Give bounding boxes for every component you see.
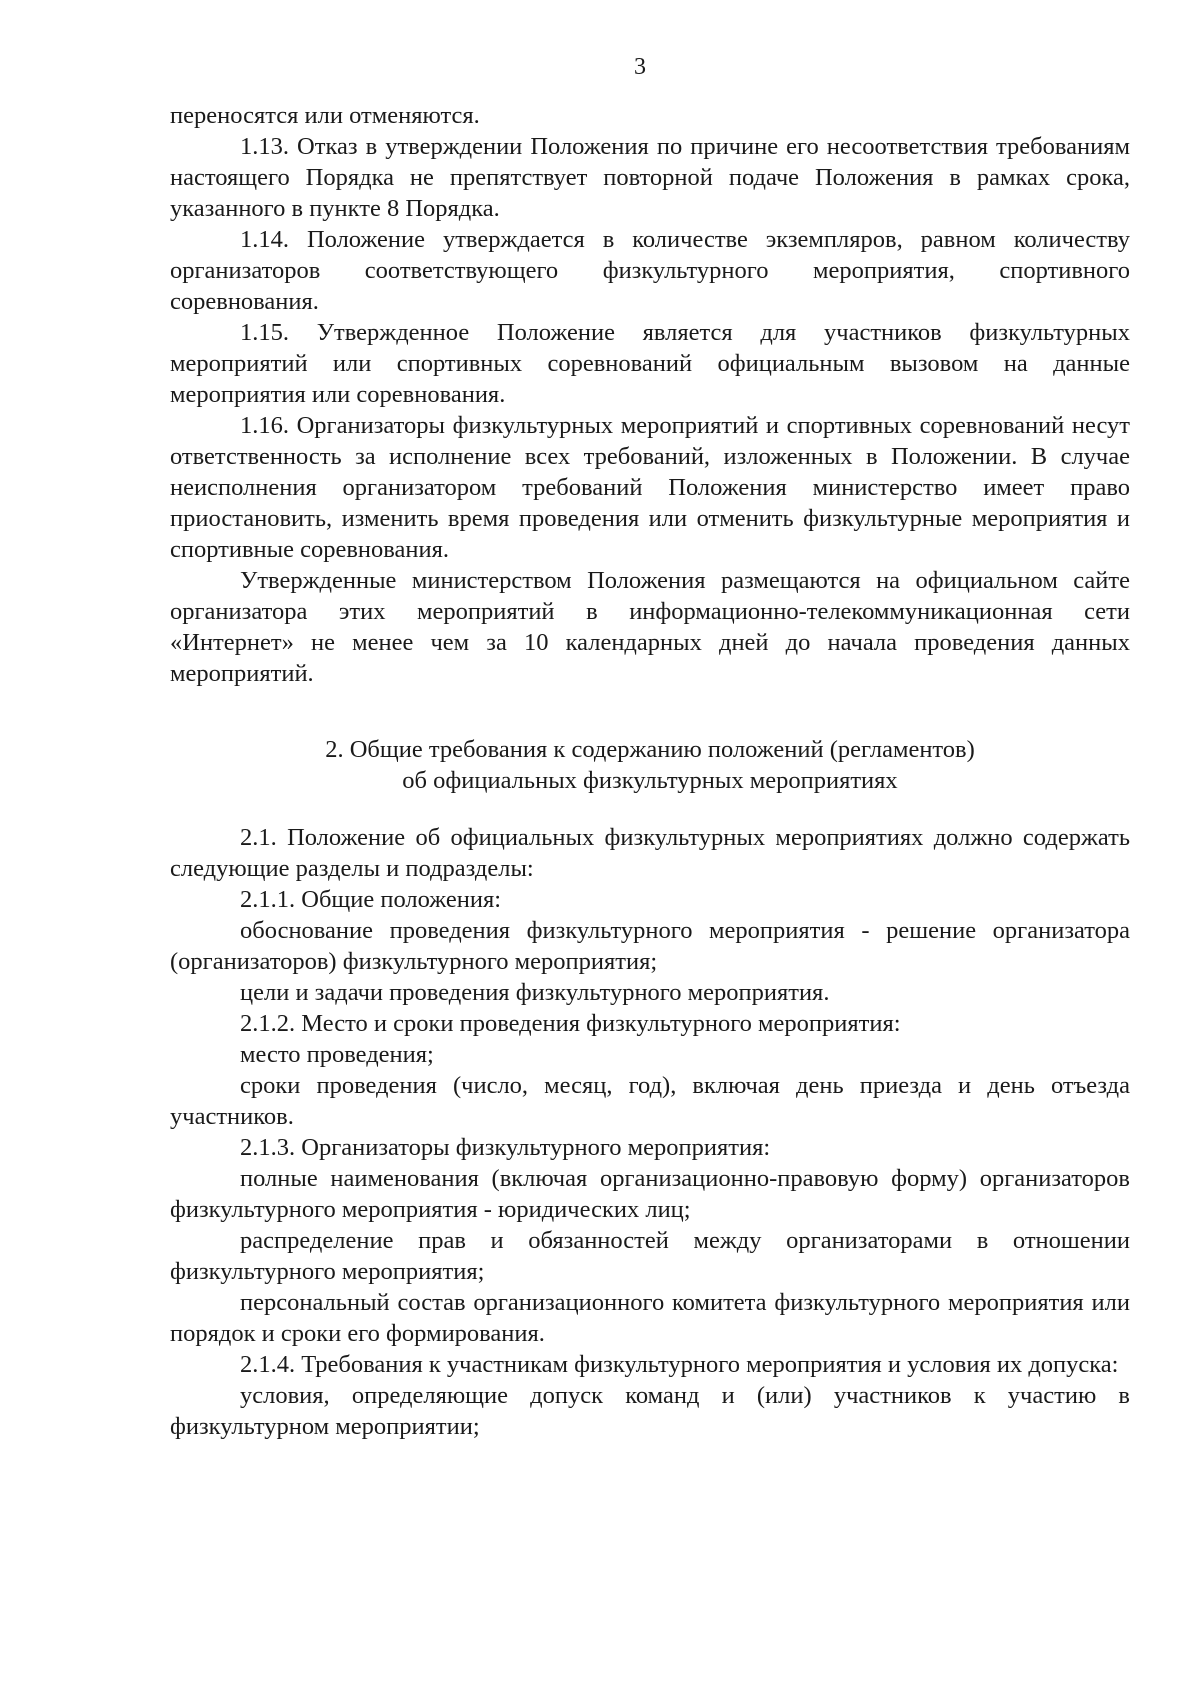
paragraph-2-1-2: 2.1.2. Место и сроки проведения физкультурного мероприятия:: [240, 1010, 901, 1037]
paragraph-2-1-1: 2.1.1. Общие положения:: [240, 886, 502, 913]
paragraph-published: Утвержденные министерством Положения размещаются на официальном сайте организатора этих мероприятий в информационно-телекоммуникационная сети «Интернет» не менее чем за 10 календарных дней до начала проведения данных мероприятий.: [170, 567, 1130, 687]
paragraph-2-1-1-b: цели и задачи проведения физкультурного мероприятия.: [240, 979, 830, 1006]
paragraph-2-1-1-a: обоснование проведения физкультурного мероприятия - решение организатора (организаторов) физкультурного мероприятия;: [170, 917, 1130, 975]
paragraph-1-13: 1.13. Отказ в утверждении Положения по причине его несоответствия требованиям настоящего Порядка не препятствует повторной подаче Положения в рамках срока, указанного в пункте 8 Порядка.: [170, 133, 1130, 222]
paragraph-1-16: 1.16. Организаторы физкультурных мероприятий и спортивных соревнований несут ответственность за исполнение всех требований, изложенных в Положении. В случае неисполнения организатором требований Положения министерство имеет право приостановить, изменить время проведения или отменить физкультурные мероприятия и спортивные соревнования.: [170, 412, 1130, 563]
section-heading-line-2: об официальных физкультурных мероприятиях: [402, 767, 898, 794]
paragraph-1-14: 1.14. Положение утверждается в количестве экземпляров, равном количеству организаторов соответствующего физкультурного мероприятия, спортивного соревнования.: [170, 226, 1130, 315]
paragraph-2-1-3-c: персональный состав организационного комитета физкультурного мероприятия или порядок и сроки его формирования.: [170, 1289, 1130, 1347]
paragraph-2-1-4: 2.1.4. Требования к участникам физкультурного мероприятия и условия их допуска:: [240, 1351, 1119, 1378]
paragraph-2-1: 2.1. Положение об официальных физкультурных мероприятиях должно содержать следующие разделы и подразделы:: [170, 824, 1130, 882]
paragraph-2-1-3-a: полные наименования (включая организационно-правовую форму) организаторов физкультурного мероприятия - юридических лиц;: [170, 1165, 1130, 1223]
paragraph-2-1-2-a: место проведения;: [240, 1041, 434, 1068]
paragraph-2-1-2-b: сроки проведения (число, месяц, год), включая день приезда и день отъезда участников.: [170, 1072, 1130, 1130]
section-1-text: [170, 100, 1130, 689]
paragraph-continuation: переносятся или отменяются.: [170, 102, 480, 129]
paragraph-2-1-3-b: распределение прав и обязанностей между организаторами в отношении физкультурного мероприятия;: [170, 1227, 1130, 1285]
section-2-heading: [170, 734, 1130, 796]
paragraph-2-1-3: 2.1.3. Организаторы физкультурного мероприятия:: [240, 1134, 771, 1161]
paragraph-1-15: 1.15. Утвержденное Положение является для участников физкультурных мероприятий или спортивных соревнований официальным вызовом на данные мероприятия или соревнования.: [170, 319, 1130, 408]
section-2-text: [170, 822, 1130, 1442]
paragraph-2-1-4-a: условия, определяющие допуск команд и (или) участников к участию в физкультурном мероприятии;: [170, 1382, 1130, 1440]
section-heading-line-1: 2. Общие требования к содержанию положений (регламентов): [325, 736, 975, 763]
page-number: 3: [634, 54, 646, 80]
